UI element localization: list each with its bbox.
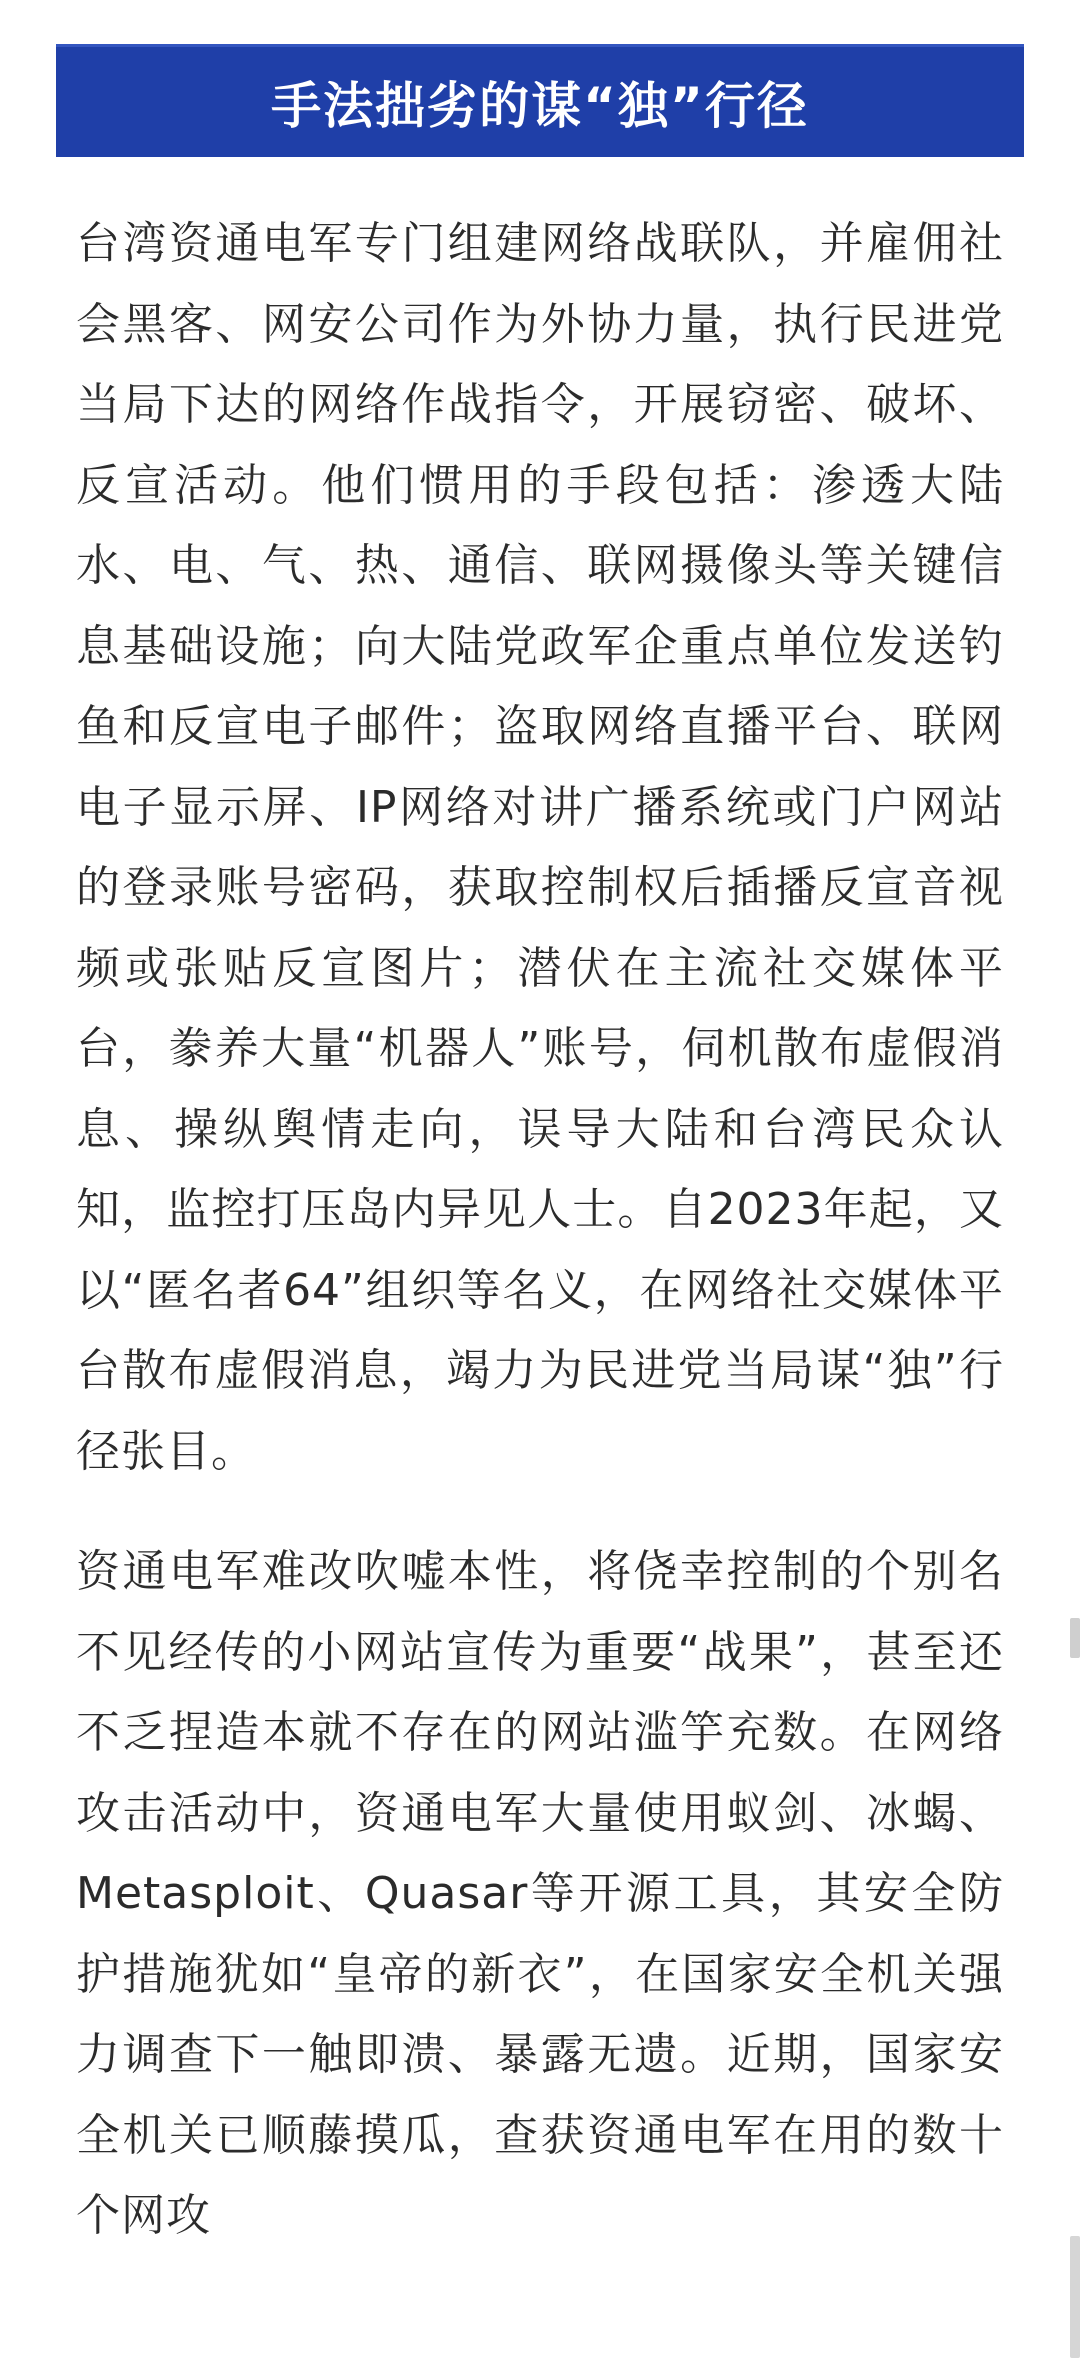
article-paragraph-1: 台湾资通电军专门组建网络战联队，并雇佣社会黑客、网安公司作为外协力量，执行民进党当局下达的网络作战指令，开展窃密、破坏、反宣活动。他们惯用的手段包括：渗透大陆水、电、气、热、通信、联网摄像头等关键信息基础设施；向大陆党政军企重点单位发送钓鱼和反宣电子邮件；盗取网络直播平台、联网电子显示屏、IP网络对讲广播系统或门户网站的登录账号密码，获取控制权后插播反宣音视频或张贴反宣图片；潜伏在主流社交媒体平台，豢养大量“机器人”账号，伺机散布虚假消息、操纵舆情走向，误导大陆和台湾民众认知，监控打压岛内异见人士。自2023年起，又以“匿名者64”组织等名义，在网络社交媒体平台散布虚假消息，竭力为民进党当局谋“独”行径张目。 (76, 218, 1004, 1477)
section-title: 手法拙劣的谋“独”行径 (271, 77, 809, 135)
scroll-indicator[interactable] (1070, 1618, 1080, 1658)
scrollbar-thumb[interactable] (1070, 2236, 1080, 2358)
section-title-banner (56, 44, 1024, 157)
article-paragraph-2: 资通电军难改吹嘘本性，将侥幸控制的个别名不见经传的小网站宣传为重要“战果”，甚至还不乏捏造本就不存在的网站滥竽充数。在网络攻击活动中，资通电军大量使用蚁剑、冰蝎、Metasploit、Quasar等开源工具，其安全防护措施犹如“皇帝的新衣”，在国家安全机关强力调查下一触即溃、暴露无遗。近期，国家安全机关已顺藤摸瓜，查获资通电军在用的数十个网攻 (76, 1546, 1004, 2241)
article-body (76, 204, 1004, 2257)
